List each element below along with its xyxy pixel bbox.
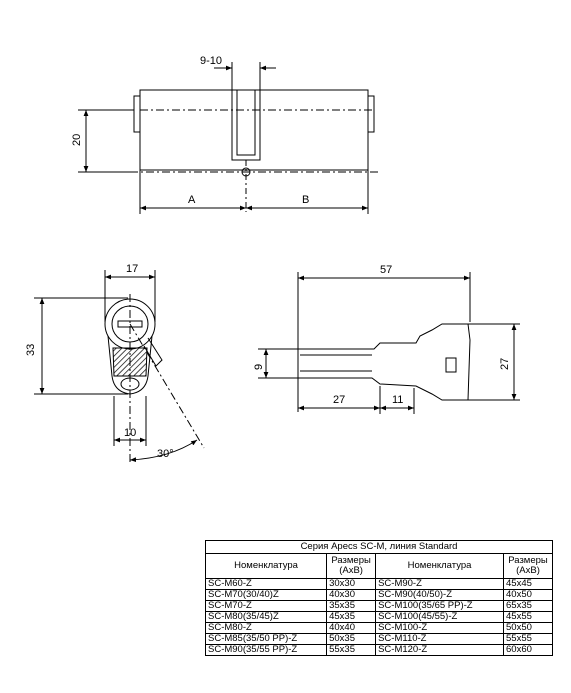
cam-angle-label: 30° (157, 448, 174, 460)
cylinder-side-view (78, 62, 380, 214)
size-cell: 45x35 (327, 612, 376, 623)
key-view (258, 272, 520, 414)
model-cell: SC-M70(30/40)Z (206, 590, 327, 601)
table-row (206, 645, 553, 656)
key-head-height-label: 27 (499, 357, 511, 370)
key-length-label: 57 (380, 264, 393, 276)
key-blade-label: 27 (333, 394, 346, 406)
table-row (206, 579, 553, 590)
model-cell: SC-M80-Z (206, 623, 327, 634)
cylinder-right-cap (368, 96, 374, 132)
cam-width-label: 17 (126, 263, 139, 275)
model-cell: SC-M60-Z (206, 579, 327, 590)
model-cell: SC-M90(40/50)-Z (376, 590, 504, 601)
size-cell: 35x35 (327, 601, 376, 612)
header-nomenclature: Номенклатура (206, 554, 327, 579)
size-cell: 45x45 (504, 579, 553, 590)
a-label: A (188, 194, 196, 206)
cylinder-body (140, 90, 368, 170)
model-cell: SC-M80(35/45)Z (206, 612, 327, 623)
header-sizes: Размеры (AxB) (504, 554, 553, 579)
size-cell: 40x30 (327, 590, 376, 601)
cam-bottom-label: 10 (124, 427, 137, 439)
table-row (206, 634, 553, 645)
cam-slot (232, 90, 260, 160)
model-cell: SC-M100(35/65 PP)-Z (376, 601, 504, 612)
cam-slot-inner (237, 90, 255, 155)
size-cell: 45x55 (504, 612, 553, 623)
table-title: Серия Apecs SC-M, линия Standard (206, 541, 553, 554)
gap-label: 9-10 (200, 55, 223, 67)
sizes-table (205, 540, 553, 656)
key-outline (298, 324, 470, 400)
table-row (206, 623, 553, 634)
size-cell: 55x35 (327, 645, 376, 656)
size-cell: 30x30 (327, 579, 376, 590)
table-row (206, 590, 553, 601)
size-cell: 65x35 (504, 601, 553, 612)
size-cell: 40x50 (504, 590, 553, 601)
cam-height-label: 33 (25, 343, 37, 356)
model-cell: SC-M120-Z (376, 645, 504, 656)
model-cell: SC-M110-Z (376, 634, 504, 645)
model-cell: SC-M85(35/50 PP)-Z (206, 634, 327, 645)
cam-profile-view (34, 270, 204, 465)
size-cell: 50x35 (327, 634, 376, 645)
b-label: B (302, 194, 310, 206)
key-blade-height-label: 9 (253, 363, 265, 370)
cylinder-left-cap (134, 96, 140, 132)
model-cell: SC-M90(35/55 PP)-Z (206, 645, 327, 656)
size-cell: 60x60 (504, 645, 553, 656)
size-cell: 40x40 (327, 623, 376, 634)
height-label: 20 (71, 133, 83, 146)
key-head-hole (446, 358, 456, 372)
key-neck-label: 11 (392, 394, 404, 406)
model-cell: SC-M100(45/55)-Z (376, 612, 504, 623)
size-cell: 50x50 (504, 623, 553, 634)
header-sizes: Размеры (AxB) (327, 554, 376, 579)
table-row (206, 601, 553, 612)
size-cell: 55x55 (504, 634, 553, 645)
model-cell: SC-M70-Z (206, 601, 327, 612)
model-cell: SC-M90-Z (376, 579, 504, 590)
table-row (206, 612, 553, 623)
model-cell: SC-M100-Z (376, 623, 504, 634)
header-nomenclature: Номенклатура (376, 554, 504, 579)
